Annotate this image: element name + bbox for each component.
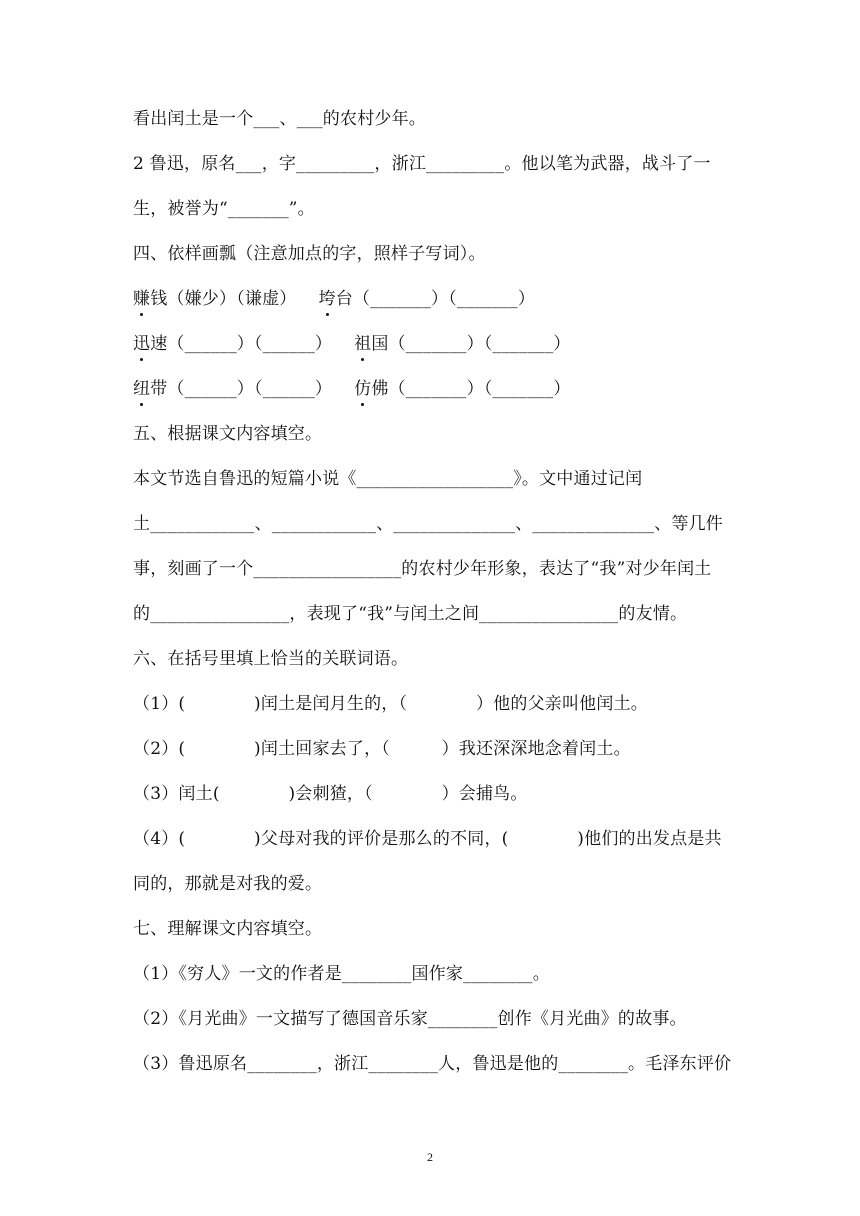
word-row-3 [133,374,571,399]
section-6-question-4-cont: 同的，那就是对我的爱。 [133,874,323,894]
page-number: 2 [427,1150,433,1164]
blank-words: （_______）（_______） [388,334,571,354]
section-4-heading: 四、依样画瓢（注意加点的字，照样子写词）。 [133,244,486,264]
section-6-question-2: （2）( )闰土回家去了，（ ）我还深深地念着闰土。 [133,739,631,759]
section-7-question-3: （3）鲁迅原名________，浙江________人，鲁迅是他的________。毛泽东评价 [133,1054,732,1074]
word-char: 钱 [150,289,168,309]
word-char: 带 [150,379,168,399]
example-words: （嫌少）（谦虚） [167,289,297,309]
section-5-heading: 五、根据课文内容填空。 [133,424,323,444]
dotted-char: 纽 [133,374,150,399]
text-line-2: 2 鲁迅，原名___，字_________，浙江_________。他以笔为武器，战斗了一 [133,154,711,174]
blank-words: （_______）（_______） [388,379,571,399]
section-7-heading: 七、理解课文内容填空。 [133,919,323,939]
section-7-question-1: （1）《穷人》一文的作者是________国作家________。 [133,964,550,984]
section-6-question-4: （4）( )父母对我的评价是那么的不同，( )他们的出发点是共 [133,829,722,849]
section-7-question-2: （2）《月光曲》一文描写了德国音乐家________创作《月光曲》的故事。 [133,1009,687,1029]
dotted-char: 赚 [133,284,150,309]
dotted-char: 仿 [354,374,371,399]
text-line-1: 看出闰土是一个___、___的农村少年。 [133,109,426,129]
blank-words: （______）（______） [167,334,333,354]
section-6-question-1: （1）( )闰土是闰月生的，（ ）他的父亲叫他闰土。 [133,694,648,714]
word-row-2 [133,329,571,354]
dotted-char: 垮 [319,284,336,309]
word-row-1 [133,284,535,309]
word-char: 速 [150,334,168,354]
word-char: 台 [335,289,353,309]
section-5-line-3: 事，刻画了一个_________________的农村少年形象，表达了“我”对少年闰土 [133,559,712,579]
blank-words: （______）（______） [167,379,333,399]
section-5-line-2: 土____________、____________、______________、______________、等几件 [133,514,723,534]
text-line-3: 生，被誉为“_______”。 [133,199,315,219]
section-5-line-1: 本文节选自鲁迅的短篇小说《__________________》。文中通过记闰 [133,469,643,489]
section-5-line-4: 的________________，表现了“我”与闰土之间________________的友情。 [133,604,688,624]
word-char: 佛 [371,379,389,399]
section-6-question-3: （3）闰土( )会刺猹，（ ）会捕鸟。 [133,784,528,804]
dotted-char: 祖 [354,329,371,354]
word-char: 国 [371,334,389,354]
section-6-heading: 六、在括号里填上恰当的关联词语。 [133,649,409,669]
dotted-char: 迅 [133,329,150,354]
blank-words: （_______）（_______） [352,289,536,309]
